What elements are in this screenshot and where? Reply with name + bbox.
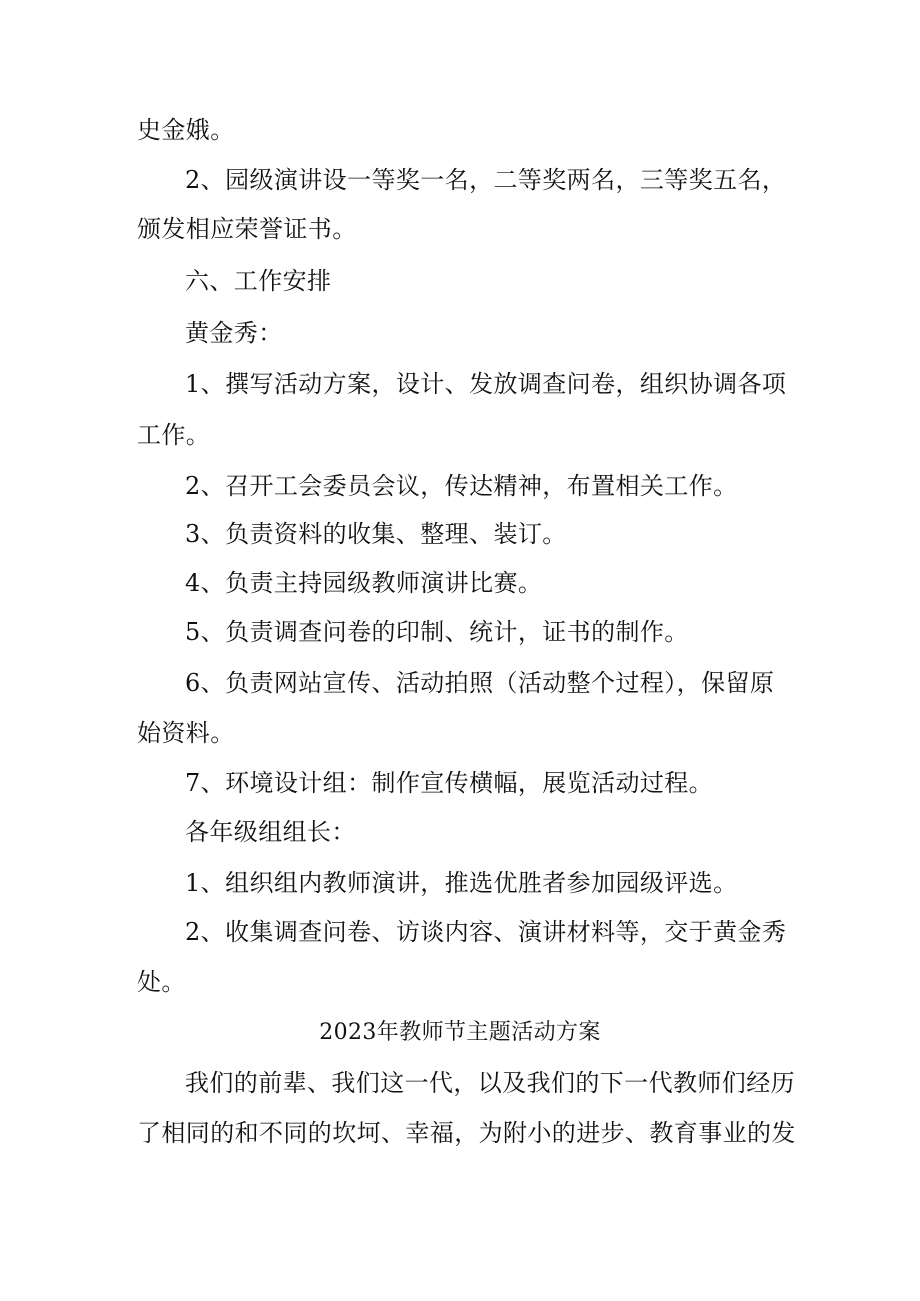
task-item-7: 7、环境设计组：制作宣传横幅，展览活动过程。 <box>185 769 714 797</box>
group-leaders-label: 各年级组组长： <box>185 818 356 846</box>
intro-paragraph-line-2: 了相同的和不同的坎坷、幸福，为附小的进步、教育事业的发 <box>137 1119 796 1147</box>
intro-paragraph-line-1: 我们的前辈、我们这一代，以及我们的下一代教师们经历 <box>185 1069 795 1097</box>
person-label-huang-jinxiu: 黄金秀： <box>185 319 283 347</box>
task-item-1: 1、撰写活动方案，设计、发放调查问卷，组织协调各项 <box>185 370 787 398</box>
task-item-2: 2、召开工会委员会议，传达精神，布置相关工作。 <box>185 472 738 500</box>
paragraph-line-3: 颁发相应荣誉证书。 <box>137 215 357 243</box>
section-title: 2023年教师节主题活动方案 <box>319 1020 601 1045</box>
leader-task-item-2-continued: 处。 <box>137 968 186 996</box>
task-item-6: 6、负责网站宣传、活动拍照（活动整个过程），保留原 <box>185 669 775 697</box>
task-item-6-continued: 始资料。 <box>137 719 235 747</box>
paragraph-line-1: 史金娥。 <box>137 116 235 144</box>
leader-task-item-2: 2、收集调查问卷、访谈内容、演讲材料等，交于黄金秀 <box>185 918 787 946</box>
section-heading-work-arrangement: 六、工作安排 <box>185 267 332 295</box>
leader-task-item-1: 1、组织组内教师演讲，推选优胜者参加园级评选。 <box>185 869 738 897</box>
task-item-4: 4、负责主持园级教师演讲比赛。 <box>185 569 543 597</box>
paragraph-line-2: 2、园级演讲设一等奖一名，二等奖两名，三等奖五名， <box>185 166 787 194</box>
task-item-1-continued: 工作。 <box>137 421 211 449</box>
task-item-3: 3、负责资料的收集、整理、装订。 <box>185 520 567 548</box>
task-item-5: 5、负责调查问卷的印制、统计，证书的制作。 <box>185 618 689 646</box>
